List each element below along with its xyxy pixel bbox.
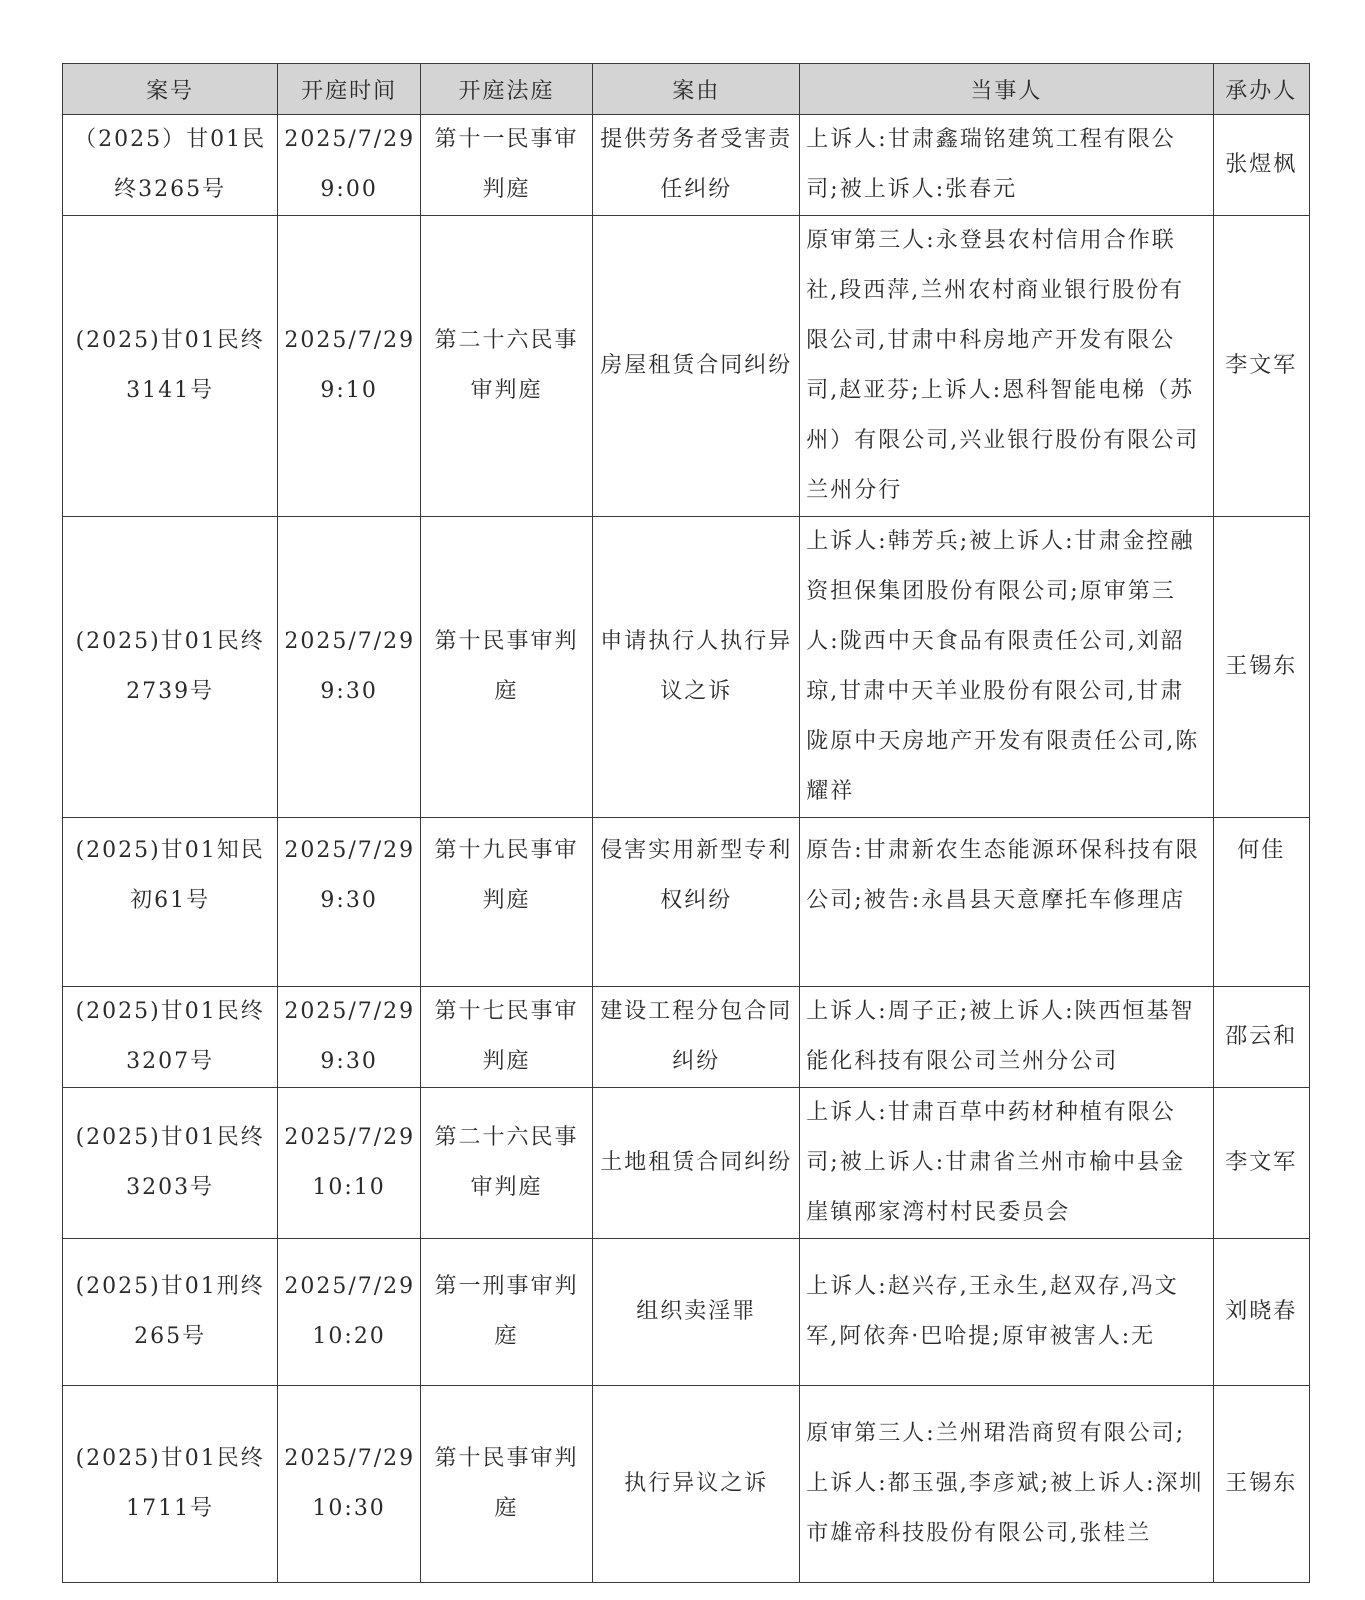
time-cell: 2025/7/29 9:10	[278, 216, 421, 517]
cause-cell: 建设工程分包合同纠纷	[593, 987, 800, 1088]
case-no-cell: (2025)甘01刑终265号	[63, 1239, 278, 1386]
time-cell: 2025/7/29 9:30	[278, 818, 421, 987]
schedule-container	[62, 63, 1310, 1583]
header-court: 开庭法庭	[420, 64, 592, 115]
header-judge: 承办人	[1213, 64, 1309, 115]
judge-cell: 刘晓春	[1213, 1239, 1309, 1386]
court-cell: 第十七民事审判庭	[420, 987, 592, 1088]
table-row	[63, 1386, 1310, 1583]
table-row	[63, 1239, 1310, 1386]
case-no-cell: (2025)甘01民终3207号	[63, 987, 278, 1088]
time-cell: 2025/7/29 9:30	[278, 517, 421, 818]
cause-cell: 组织卖淫罪	[593, 1239, 800, 1386]
case-no-cell: (2025)甘01民终3141号	[63, 216, 278, 517]
court-cell: 第十民事审判庭	[420, 1386, 592, 1583]
case-no-cell: (2025)甘01知民初61号	[63, 818, 278, 987]
judge-cell: 李文军	[1213, 216, 1309, 517]
table-row	[63, 987, 1310, 1088]
table-row	[63, 216, 1310, 517]
case-no-cell: (2025)甘01民终3203号	[63, 1088, 278, 1239]
time-cell: 2025/7/29 9:00	[278, 115, 421, 216]
cause-cell: 侵害实用新型专利权纠纷	[593, 818, 800, 987]
parties-cell: 原审第三人:永登县农村信用合作联社,段西萍,兰州农村商业银行股份有限公司,甘肃中科房地产开发有限公司,赵亚芬;上诉人:恩科智能电梯（苏州）有限公司,兴业银行股份有限公司兰州分行	[800, 216, 1213, 517]
case-no-cell: (2025)甘01民终1711号	[63, 1386, 278, 1583]
judge-cell: 何佳	[1213, 818, 1309, 987]
court-cell: 第十九民事审判庭	[420, 818, 592, 987]
parties-cell: 上诉人:甘肃百草中药材种植有限公司;被上诉人:甘肃省兰州市榆中县金崖镇邴家湾村村民委员会	[800, 1088, 1213, 1239]
court-cell: 第二十六民事审判庭	[420, 1088, 592, 1239]
hearing-schedule-table	[62, 63, 1310, 1583]
cause-cell: 执行异议之诉	[593, 1386, 800, 1583]
parties-cell: 上诉人:甘肃鑫瑞铭建筑工程有限公司;被上诉人:张春元	[800, 115, 1213, 216]
parties-cell: 原审第三人:兰州珺浩商贸有限公司;上诉人:都玉强,李彦斌;被上诉人:深圳市雄帝科技股份有限公司,张桂兰	[800, 1386, 1213, 1583]
table-row	[63, 115, 1310, 216]
court-cell: 第一刑事审判庭	[420, 1239, 592, 1386]
table-row	[63, 818, 1310, 987]
court-cell: 第十民事审判庭	[420, 517, 592, 818]
parties-cell: 上诉人:周子正;被上诉人:陕西恒基智能化科技有限公司兰州分公司	[800, 987, 1213, 1088]
header-time: 开庭时间	[278, 64, 421, 115]
time-cell: 2025/7/29 9:30	[278, 987, 421, 1088]
table-row	[63, 1088, 1310, 1239]
cause-cell: 提供劳务者受害责任纠纷	[593, 115, 800, 216]
header-parties: 当事人	[800, 64, 1213, 115]
time-cell: 2025/7/29 10:20	[278, 1239, 421, 1386]
judge-cell: 邵云和	[1213, 987, 1309, 1088]
judge-cell: 张煜枫	[1213, 115, 1309, 216]
parties-cell: 上诉人:韩芳兵;被上诉人:甘肃金控融资担保集团股份有限公司;原审第三人:陇西中天食品有限责任公司,刘韶琼,甘肃中天羊业股份有限公司,甘肃陇原中天房地产开发有限责任公司,陈耀祥	[800, 517, 1213, 818]
case-no-cell: (2025)甘01民终2739号	[63, 517, 278, 818]
judge-cell: 王锡东	[1213, 1386, 1309, 1583]
parties-cell: 原告:甘肃新农生态能源环保科技有限公司;被告:永昌县天意摩托车修理店	[800, 818, 1213, 987]
cause-cell: 房屋租赁合同纠纷	[593, 216, 800, 517]
judge-cell: 王锡东	[1213, 517, 1309, 818]
parties-cell: 上诉人:赵兴存,王永生,赵双存,冯文军,阿依奔·巴哈提;原审被害人:无	[800, 1239, 1213, 1386]
case-no-cell: （2025）甘01民终3265号	[63, 115, 278, 216]
header-cause: 案由	[593, 64, 800, 115]
time-cell: 2025/7/29 10:30	[278, 1386, 421, 1583]
time-cell: 2025/7/29 10:10	[278, 1088, 421, 1239]
header-case-no: 案号	[63, 64, 278, 115]
cause-cell: 土地租赁合同纠纷	[593, 1088, 800, 1239]
court-cell: 第二十六民事审判庭	[420, 216, 592, 517]
judge-cell: 李文军	[1213, 1088, 1309, 1239]
table-row	[63, 517, 1310, 818]
court-cell: 第十一民事审判庭	[420, 115, 592, 216]
table-header-row	[63, 64, 1310, 115]
cause-cell: 申请执行人执行异议之诉	[593, 517, 800, 818]
